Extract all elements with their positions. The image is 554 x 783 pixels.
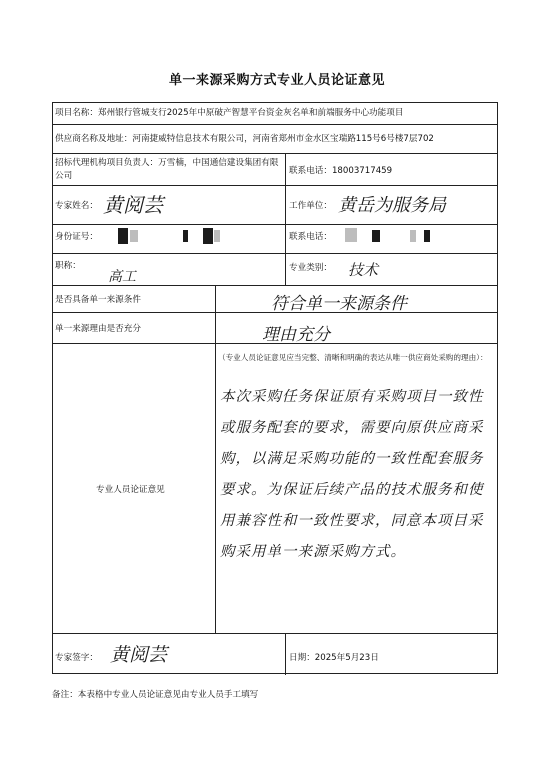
- reason-handwritten: 理由充分: [262, 325, 330, 345]
- phone-redaction: [345, 228, 357, 242]
- condition-handwritten: 符合单一来源条件: [271, 294, 407, 314]
- expert-name-handwritten: 黄阅芸: [103, 193, 163, 217]
- signature-label: 专家签字：: [55, 653, 98, 663]
- work-unit-label: 工作单位：: [289, 201, 332, 211]
- title-handwritten: 高工: [108, 269, 136, 285]
- agency-phone-field: 联系电话：18003717459: [289, 166, 393, 176]
- expert-name-label: 专家姓名：: [55, 201, 98, 211]
- project-name-field: 项目名称：郑州银行管城支行2025年中原破产智慧平台资金灰名单和前端服务中心功能项目: [55, 108, 404, 118]
- category-label: 专业类别：: [289, 263, 332, 273]
- expert-phone-label: 联系电话：: [289, 232, 332, 242]
- document-title: 单一来源采购方式专业人员论证意见: [168, 73, 385, 88]
- agency-field: 招标代理机构项目负责人：万雪楠，中国通信建设集团有限公司: [55, 158, 279, 181]
- category-handwritten: 技术: [348, 261, 379, 279]
- supplier-field: 供应商名称及地址：河南捷威特信息技术有限公司，河南省郑州市金水区宝瑞路115号6号楼7层702: [55, 134, 434, 144]
- id-redaction: [118, 228, 128, 244]
- footnote: 备注：本表格中专业人员论证意见由专业人员手工填写: [52, 690, 259, 700]
- signature-handwritten: 黄阅芸: [110, 644, 168, 666]
- date-field: 日期：2025年5月23日: [289, 653, 379, 663]
- work-unit-handwritten: 黄岳为服务局: [338, 195, 446, 216]
- id-label: 身份证号：: [55, 232, 98, 242]
- title-label: 职称：: [55, 261, 81, 271]
- opinion-instructions: （专业人员论证意见应当完整、清晰和明确的表达从唯一供应商处采购的理由）：: [218, 353, 488, 362]
- opinion-handwritten: 本次采购任务保证原有采购项目一致性或服务配套的要求，需要向原供应商采购，以满足采购功能的一致性配套服务要求。为保证后续产品的技术服务和使用兼容性和一致性要求，同意本项目采购采用单一来源采购方式。: [220, 389, 484, 560]
- opinion-label: 专业人员论证意见: [96, 485, 165, 495]
- reason-label: 单一来源理由是否充分: [55, 324, 141, 334]
- condition-label: 是否具备单一来源条件: [55, 295, 141, 305]
